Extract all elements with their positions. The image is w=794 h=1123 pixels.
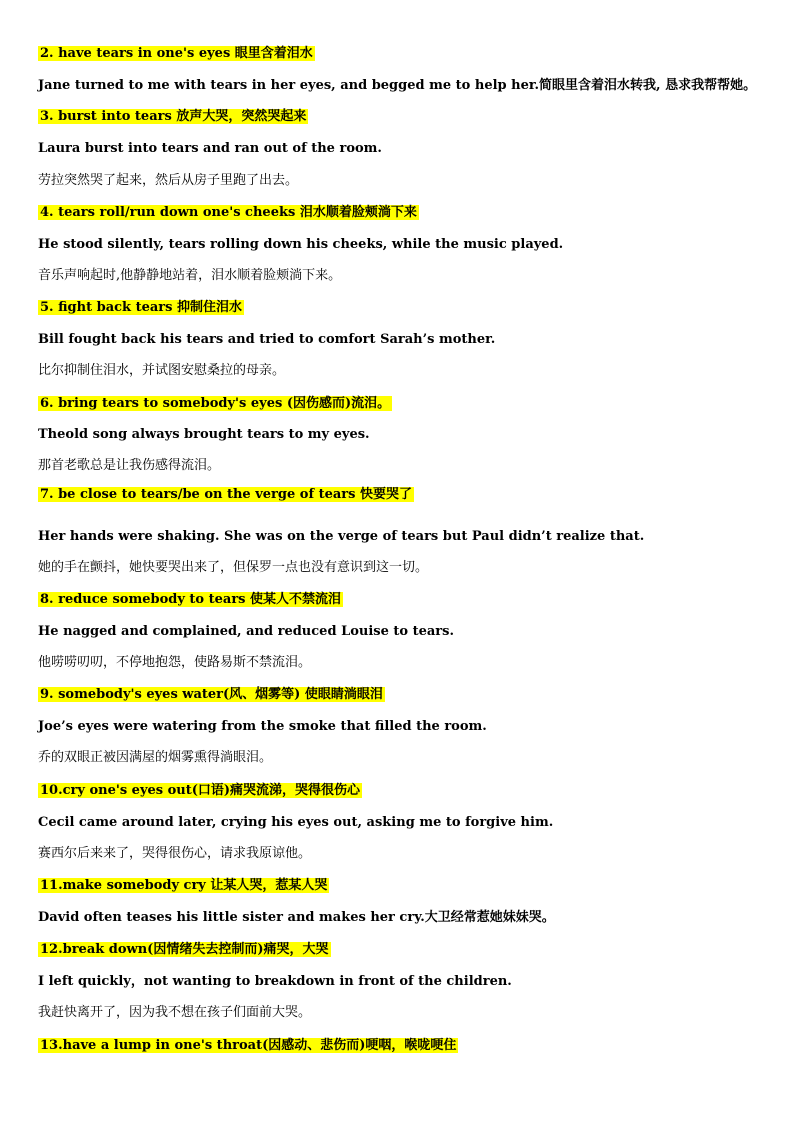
example-sentence: Bill fought back his tears and tried to comfort Sarah’s mother. bbox=[38, 332, 496, 347]
entry-heading bbox=[38, 782, 362, 800]
highlighted-phrase: 6. bring tears to somebody's eyes (因伤感而)流泪。 bbox=[40, 396, 391, 411]
highlighted-phrase: 7. be close to tears/be on the verge of tears 快要哭了 bbox=[40, 487, 412, 502]
entry-heading bbox=[38, 877, 329, 895]
entry-heading bbox=[38, 299, 244, 317]
example-sentence: Cecil came around later, crying his eyes out, asking me to forgive him. bbox=[38, 815, 554, 830]
example-sentence: Her hands were shaking. She was on the verge of tears but Paul didn’t realize that. bbox=[38, 529, 645, 544]
entry-heading bbox=[38, 395, 392, 413]
translation-sentence: 劳拉突然哭了起来，然后从房子里跑了出去。 bbox=[38, 173, 299, 188]
translation-sentence: 我赶快离开了，因为我不想在孩子们面前大哭。 bbox=[38, 1005, 312, 1020]
translation-sentence: 比尔抑制住泪水，并试图安慰桑拉的母亲。 bbox=[38, 363, 286, 378]
translation-sentence: 那首老歌总是让我伤感得流泪。 bbox=[38, 458, 221, 473]
entry-heading bbox=[38, 686, 385, 704]
highlighted-phrase: 5. fight back tears 抑制住泪水 bbox=[40, 300, 242, 315]
entry-heading bbox=[38, 941, 331, 959]
translation-sentence: 她的手在颤抖，她快要哭出来了，但保罗一点也没有意识到这一切。 bbox=[38, 560, 429, 575]
highlighted-phrase: 10.cry one's eyes out(口语)痛哭流涕，哭得很伤心 bbox=[40, 783, 361, 798]
highlighted-phrase: 11.make somebody cry 让某人哭，惹某人哭 bbox=[40, 878, 328, 893]
example-sentence: Laura burst into tears and ran out of the room. bbox=[38, 141, 382, 156]
entry-heading bbox=[38, 486, 414, 504]
example-sentence: Jane turned to me with tears in her eyes, and begged me to help her.简眼里含着泪水转我, 恳求我帮帮她。 bbox=[38, 78, 757, 93]
entry-heading bbox=[38, 108, 308, 126]
translation-sentence: 他唠唠叨叨，不停地抱怨，使路易斯不禁流泪。 bbox=[38, 655, 312, 670]
example-sentence: David often teases his little sister and makes her cry.大卫经常惹她妹妹哭。 bbox=[38, 910, 555, 925]
entry-heading bbox=[38, 204, 419, 222]
highlighted-phrase: 12.break down(因情绪失去控制而)痛哭，大哭 bbox=[40, 942, 329, 957]
translation-sentence: 乔的双眼正被因满屋的烟雾熏得淌眼泪。 bbox=[38, 750, 273, 765]
translation-sentence: 赛西尔后来来了，哭得很伤心，请求我原谅他。 bbox=[38, 846, 312, 861]
translation-sentence: 音乐声响起时,他静静地站着，泪水顺着脸颊淌下来。 bbox=[38, 268, 342, 283]
highlighted-phrase: 13.have a lump in one's throat(因感动、悲伤而)哽咽，喉咙哽住 bbox=[40, 1038, 457, 1053]
highlighted-phrase: 9. somebody's eyes water(风、烟雾等) 使眼睛淌眼泪 bbox=[40, 687, 383, 702]
entry-heading bbox=[38, 1037, 458, 1055]
example-sentence: Joe’s eyes were watering from the smoke that filled the room. bbox=[38, 719, 487, 734]
example-sentence: Theold song always brought tears to my eyes. bbox=[38, 427, 370, 442]
highlighted-phrase: 4. tears roll/run down one's cheeks 泪水顺着脸颊淌下来 bbox=[40, 205, 417, 220]
highlighted-phrase: 2. have tears in one's eyes 眼里含着泪水 bbox=[40, 46, 313, 61]
example-sentence: He stood silently, tears rolling down his cheeks, while the music played. bbox=[38, 237, 564, 252]
entry-heading bbox=[38, 45, 315, 63]
highlighted-phrase: 8. reduce somebody to tears 使某人不禁流泪 bbox=[40, 592, 342, 607]
entry-heading bbox=[38, 591, 343, 609]
example-sentence: He nagged and complained, and reduced Louise to tears. bbox=[38, 624, 454, 639]
example-sentence: I left quickly，not wanting to breakdown in front of the children. bbox=[38, 974, 512, 989]
highlighted-phrase: 3. burst into tears 放声大哭，突然哭起来 bbox=[40, 109, 307, 124]
